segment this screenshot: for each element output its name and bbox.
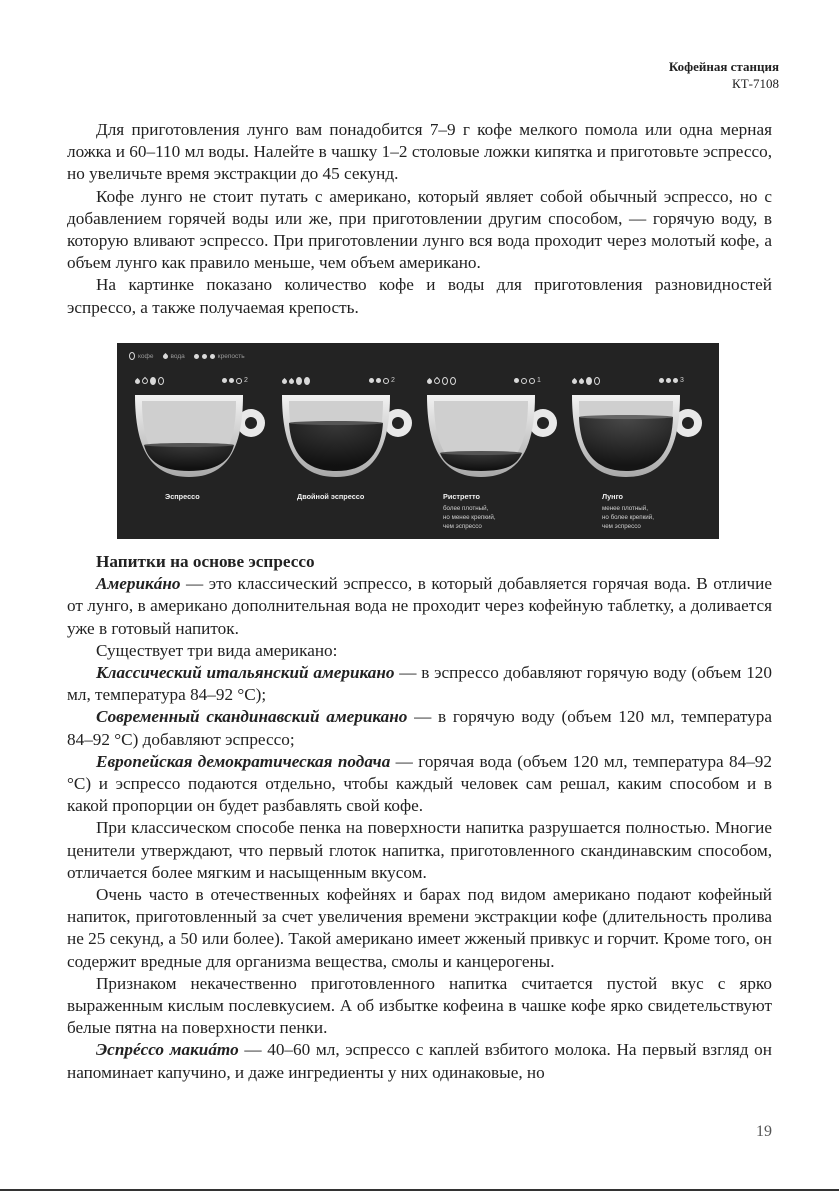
dot-icon	[369, 378, 374, 383]
dot-icon	[229, 378, 234, 383]
section-heading: Напитки на основе эспрессо	[96, 552, 315, 571]
dot-icon	[659, 378, 664, 383]
bean-icon	[129, 352, 135, 360]
paragraph: Для приготовления лунго вам понадобится 7–9 г кофе мелкого помола или одна мерная ложка и 60–110 мл воды. Налейте в чашку 1–2 столовые ложки кипятка и приготовьте эспрессо, но увеличьте время экстракции до 45 секунд.	[67, 120, 772, 184]
bean-icon	[150, 377, 156, 385]
paragraph: Европейская демократическая подача — горячая вода (объем 120 мл, температура 84–92 °C) и эспрессо подаются отдельно, чтобы каждый человек сам решал, каким способом и в какой пропорции он будет разбавлять свой кофе.	[67, 751, 772, 816]
bean-icon	[450, 377, 456, 385]
paragraph: При классическом способе пенка на поверхности напитка разрушается полностью. Многие ценители утверждают, что первый глоток напитка, приготовленного скандинавским способом, отличается более мягким и насыщенным вкусом.	[67, 818, 772, 882]
drop-icon	[571, 377, 578, 384]
paragraph: На картинке показано количество кофе и воды для приготовления разновидностей эспрессо, а также получаемая крепость.	[67, 275, 772, 317]
drop-icon	[426, 377, 433, 384]
legend-water: вода	[163, 353, 185, 360]
cup-name: Двойной эспрессо	[297, 492, 365, 501]
cup-icon	[564, 389, 714, 489]
figure-legend	[129, 352, 245, 360]
dot-icon	[666, 378, 671, 383]
strength-icons: 3	[659, 377, 684, 384]
legend-strength: крепость	[194, 353, 245, 360]
paragraph: Кофе лунго не стоит путать с американо, который являет собой обычный эспрессо, но с добавлением горячей воды или же, при приготовлении другим способом, — горячую воду, в которую вливают эспрессо. При приготовлении лунго вся вода проходит через молотый кофе, а объем лунго как правило меньше, чем объем американо.	[67, 186, 772, 273]
bean-icon	[158, 377, 164, 385]
drop-icon	[288, 377, 295, 384]
dot-icon	[383, 378, 389, 384]
bean-icon	[296, 377, 302, 385]
header-model: КТ-7108	[732, 76, 779, 91]
dot-icon	[673, 378, 678, 383]
drop-icon	[134, 377, 141, 384]
cup-name: Эспрессо	[165, 492, 200, 501]
cup-espresso	[127, 371, 277, 539]
cup-double-espresso	[274, 371, 424, 539]
drop-icon	[281, 377, 288, 384]
paragraph: Современный скандинавский американо — в горячую воду (объем 120 мл, температура 84–92 °C) добавляют эспрессо;	[67, 707, 772, 749]
cup-icon	[419, 389, 569, 489]
paragraph: Эспрéссо макиáто — 40–60 мл, эспрессо с каплей взбитого молока. На первый взгляд он напоминает капучино, и даже ингредиенты у них одинаковые, но	[67, 1040, 772, 1082]
ingredient-icons	[427, 377, 456, 385]
paragraph: Существует три вида американо:	[96, 640, 338, 660]
drop-icon	[578, 377, 585, 384]
cup-note: менее плотный, но более крепкий, чем эспрессо	[602, 505, 654, 530]
ingredient-icons	[282, 377, 310, 385]
page-bottom-divider	[0, 1189, 839, 1191]
bean-icon	[442, 377, 448, 385]
intro-text	[67, 119, 772, 319]
bean-icon	[594, 377, 600, 385]
paragraph: Очень часто в отечественных кофейнях и барах под видом американо подают кофейный напиток, приготовленный за счет увеличения времени экстракции кофе (длительность пролива не 25 секунд, а 50 или более). Такой американо имеет жженый привкус и горчит. Кроме того, он содержит вредные для организма вещества, смолы и канцерогены.	[67, 885, 772, 971]
cup-icon	[274, 389, 424, 489]
drop-icon	[161, 352, 168, 359]
dot-icon	[376, 378, 381, 383]
dot-icon	[202, 354, 207, 359]
section-text	[67, 551, 772, 1084]
strength-icons: 1	[514, 377, 541, 384]
dot-icon	[194, 354, 199, 359]
dot-icon	[521, 378, 527, 384]
cup-icon	[127, 389, 277, 489]
paragraph: Признаком некачественно приготовленного напитка считается пустой вкус с ярко выраженным кислым послевкусием. А об избытке кофеина в чашке кофе ярко свидетельствуют белые пятна на поверхности пенки.	[67, 973, 772, 1038]
page-number: 19	[756, 1123, 772, 1140]
legend-coffee: кофе	[129, 352, 154, 360]
drop-icon	[141, 377, 149, 385]
dot-icon	[529, 378, 535, 384]
bean-icon	[304, 377, 310, 385]
dot-icon	[222, 378, 227, 383]
strength-icons: 2	[222, 377, 248, 384]
paragraph: Америкáно — это классический эспрессо, в который добавляется горячая вода. В отличие от лунго, в американо дополнительная вода не проходит через кофейную таблетку, а доливается уже в готовый напиток.	[67, 574, 772, 638]
cup-name: Ристретто	[443, 492, 480, 501]
strength-icons: 2	[369, 377, 395, 384]
dot-icon	[236, 378, 242, 384]
bean-icon	[586, 377, 592, 385]
cup-name: Лунго	[602, 492, 623, 501]
cup-ristretto	[419, 371, 569, 539]
dot-icon	[210, 354, 215, 359]
espresso-figure	[117, 343, 719, 539]
dot-icon	[514, 378, 519, 383]
page-header	[669, 58, 779, 92]
ingredient-icons	[572, 377, 600, 385]
header-title: Кофейная станция	[668, 59, 779, 74]
ingredient-icons	[135, 377, 164, 385]
cup-note: более плотный, но менее крепкий, чем эспрессо	[443, 505, 496, 530]
paragraph: Классический итальянский американо — в эспрессо добавляют горячую воду (объем 120 мл, температура 84–92 °C);	[67, 663, 772, 705]
cup-lungo	[564, 371, 714, 539]
drop-icon	[433, 377, 441, 385]
